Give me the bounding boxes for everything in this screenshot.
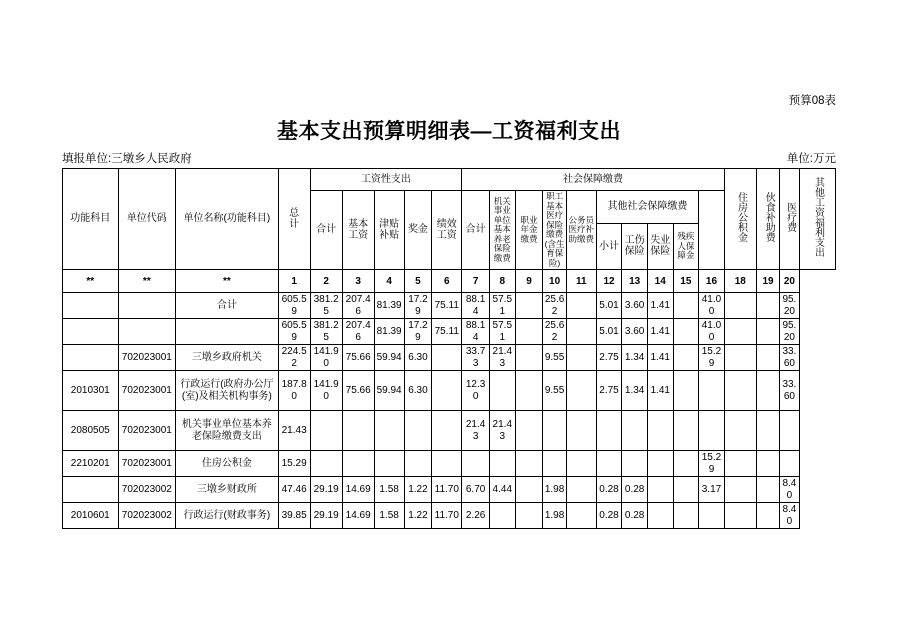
num-col-18: 18 [724, 270, 756, 293]
cell-salary-performance: 11.70 [432, 503, 462, 529]
cell-social-civil-medical [566, 293, 596, 319]
num-unit-code: ** [118, 270, 176, 293]
cell-other-salary: 95.20 [780, 319, 799, 345]
cell-social-medical: 25.62 [543, 319, 566, 345]
cell-social-pension [489, 451, 515, 477]
cell-other-subtotal: 2.75 [596, 371, 622, 411]
cell-unit-code: 702023001 [118, 451, 176, 477]
cell-salary-allowance [374, 411, 404, 451]
cell-salary-basic: 207.46 [342, 319, 374, 345]
currency-unit-label: 单位:万元 [786, 153, 836, 165]
num-col-16: 16 [699, 270, 725, 293]
num-col-4: 4 [374, 270, 404, 293]
num-col-15: 15 [673, 270, 699, 293]
cell-social-civil-medical [566, 503, 596, 529]
cell-other-disabled [673, 371, 699, 411]
th-salary-performance: 绩效工资 [432, 191, 462, 270]
cell-social-pension: 21.43 [489, 411, 515, 451]
cell-meal [724, 319, 756, 345]
cell-other-injury: 0.28 [622, 503, 648, 529]
cell-social-annuity [515, 293, 543, 319]
num-col-9: 9 [515, 270, 543, 293]
table-row [63, 451, 836, 477]
cell-function-code [63, 345, 119, 371]
reporting-unit-label: 填报单位:三墩乡人民政府 [62, 153, 192, 165]
table-row [63, 503, 836, 529]
cell-medical [756, 371, 779, 411]
cell-other-injury: 1.34 [622, 345, 648, 371]
cell-function-code [63, 293, 119, 319]
num-col-2: 2 [310, 270, 342, 293]
cell-social-pension: 57.51 [489, 319, 515, 345]
cell-housing: 15.29 [699, 345, 725, 371]
cell-unit-name: 行政运行(政府办公厅(室)及相关机构事务) [176, 371, 278, 411]
th-salary-allowance: 津贴补贴 [374, 191, 404, 270]
cell-salary-allowance: 59.94 [374, 345, 404, 371]
cell-salary-basic: 207.46 [342, 293, 374, 319]
th-salary-bonus: 奖金 [404, 191, 432, 270]
th-group-salary: 工资性支出 [310, 169, 462, 191]
cell-function-code [63, 319, 119, 345]
num-col-1: 1 [278, 270, 310, 293]
th-other-disabled-fund: 残疾人保障金 [673, 223, 699, 270]
cell-social-total: 6.70 [462, 477, 490, 503]
cell-social-annuity [515, 319, 543, 345]
cell-other-subtotal [596, 411, 622, 451]
cell-unit-code: 702023001 [118, 411, 176, 451]
cell-medical [756, 293, 779, 319]
cell-medical [756, 319, 779, 345]
table-row [63, 477, 836, 503]
cell-other-subtotal: 5.01 [596, 319, 622, 345]
cell-housing: 3.17 [699, 477, 725, 503]
cell-salary-basic: 14.69 [342, 477, 374, 503]
cell-social-annuity [515, 345, 543, 371]
cell-social-medical: 9.55 [543, 345, 566, 371]
cell-social-pension: 21.43 [489, 345, 515, 371]
cell-housing: 15.29 [699, 451, 725, 477]
num-col-7: 7 [462, 270, 490, 293]
cell-social-total: 33.73 [462, 345, 490, 371]
cell-social-medical: 25.62 [543, 293, 566, 319]
meta-row [62, 150, 836, 166]
cell-social-pension [489, 503, 515, 529]
cell-total: 605.59 [278, 293, 310, 319]
cell-other-disabled [673, 503, 699, 529]
cell-unit-code: 702023002 [118, 477, 176, 503]
cell-social-total: 12.30 [462, 371, 490, 411]
cell-salary-allowance: 59.94 [374, 371, 404, 411]
cell-total: 15.29 [278, 451, 310, 477]
cell-social-medical: 1.98 [543, 477, 566, 503]
cell-other-salary: 95.20 [780, 293, 799, 319]
cell-salary-bonus: 1.22 [404, 477, 432, 503]
cell-salary-performance [432, 345, 462, 371]
cell-total: 47.46 [278, 477, 310, 503]
cell-social-annuity [515, 371, 543, 411]
cell-salary-performance: 75.11 [432, 293, 462, 319]
th-group-social: 社会保障缴费 [462, 169, 725, 191]
cell-salary-total: 381.25 [310, 319, 342, 345]
cell-total: 224.52 [278, 345, 310, 371]
cell-salary-bonus: 17.29 [404, 319, 432, 345]
cell-social-pension: 4.44 [489, 477, 515, 503]
cell-medical [756, 477, 779, 503]
cell-housing [699, 371, 725, 411]
th-total: 总 计 [278, 169, 310, 270]
th-unit-code: 单位代码 [118, 169, 176, 270]
cell-other-subtotal [596, 451, 622, 477]
cell-medical [756, 411, 779, 451]
cell-salary-performance [432, 371, 462, 411]
cell-meal [724, 371, 756, 411]
cell-unit-name: 住房公积金 [176, 451, 278, 477]
th-social-annuity: 职业年金缴费 [515, 191, 543, 270]
num-col-10: 10 [543, 270, 566, 293]
cell-other-injury [622, 451, 648, 477]
cell-salary-basic [342, 411, 374, 451]
cell-total: 21.43 [278, 411, 310, 451]
cell-salary-total: 141.90 [310, 371, 342, 411]
cell-salary-basic [342, 451, 374, 477]
cell-salary-bonus [404, 411, 432, 451]
cell-social-annuity [515, 477, 543, 503]
th-group-other-social: 其他社会保障缴费 [596, 191, 698, 224]
cell-social-medical [543, 451, 566, 477]
th-function-code: 功能科目 [63, 169, 119, 270]
cell-other-injury: 0.28 [622, 477, 648, 503]
cell-total: 187.80 [278, 371, 310, 411]
cell-social-medical [543, 411, 566, 451]
cell-other-injury: 3.60 [622, 319, 648, 345]
cell-other-unemploy [647, 451, 673, 477]
cell-salary-allowance: 81.39 [374, 293, 404, 319]
cell-social-civil-medical [566, 477, 596, 503]
cell-salary-total: 29.19 [310, 477, 342, 503]
num-col-6: 6 [432, 270, 462, 293]
th-salary-total: 合计 [310, 191, 342, 270]
cell-other-unemploy [647, 503, 673, 529]
cell-unit-name: 三墩乡政府机关 [176, 345, 278, 371]
cell-social-annuity [515, 411, 543, 451]
cell-other-subtotal: 2.75 [596, 345, 622, 371]
cell-other-unemploy: 1.41 [647, 293, 673, 319]
th-social-civil-medical: 公务员医疗补助缴费 [566, 191, 596, 270]
cell-unit-code: 702023002 [118, 503, 176, 529]
cell-salary-total [310, 411, 342, 451]
th-meal-allowance: 伙食补助费 [756, 169, 779, 270]
num-col-8: 8 [489, 270, 515, 293]
cell-other-unemploy: 1.41 [647, 345, 673, 371]
cell-unit-code [118, 293, 176, 319]
num-col-3: 3 [342, 270, 374, 293]
cell-social-pension: 57.51 [489, 293, 515, 319]
cell-function-code: 2080505 [63, 411, 119, 451]
cell-other-injury: 1.34 [622, 371, 648, 411]
cell-unit-name [176, 319, 278, 345]
cell-other-disabled [673, 293, 699, 319]
cell-meal [724, 293, 756, 319]
table-row [63, 345, 836, 371]
cell-salary-bonus [404, 451, 432, 477]
cell-social-annuity [515, 451, 543, 477]
cell-medical [756, 503, 779, 529]
cell-medical [756, 345, 779, 371]
cell-salary-total [310, 451, 342, 477]
cell-unit-code: 702023001 [118, 345, 176, 371]
cell-meal [724, 503, 756, 529]
table-row [63, 371, 836, 411]
cell-other-disabled [673, 411, 699, 451]
cell-function-code: 2010601 [63, 503, 119, 529]
th-medical-fee: 医疗费 [780, 169, 799, 270]
cell-meal [724, 411, 756, 451]
cell-salary-bonus: 6.30 [404, 345, 432, 371]
cell-unit-code: 702023001 [118, 371, 176, 411]
num-col-5: 5 [404, 270, 432, 293]
cell-social-total [462, 451, 490, 477]
cell-total: 39.85 [278, 503, 310, 529]
th-social-pension: 机关事业单位基本养老保险缴费 [489, 191, 515, 270]
cell-meal [724, 451, 756, 477]
cell-salary-total: 381.25 [310, 293, 342, 319]
th-unit-name: 单位名称(功能科目) [176, 169, 278, 270]
th-social-total: 合计 [462, 191, 490, 270]
th-other-salary-benefit: 其他工资福利支出 [799, 169, 836, 270]
num-unit-name: ** [176, 270, 278, 293]
num-col-20: 20 [780, 270, 799, 293]
cell-other-subtotal: 0.28 [596, 477, 622, 503]
cell-other-salary: 8.40 [780, 503, 799, 529]
cell-social-total: 88.14 [462, 319, 490, 345]
num-col-19: 19 [756, 270, 779, 293]
cell-unit-name: 机关事业单位基本养老保险缴费支出 [176, 411, 278, 451]
column-number-row [63, 270, 836, 293]
cell-meal [724, 345, 756, 371]
cell-other-unemploy [647, 477, 673, 503]
cell-housing [699, 503, 725, 529]
cell-other-subtotal: 5.01 [596, 293, 622, 319]
cell-social-civil-medical [566, 371, 596, 411]
cell-unit-code [118, 319, 176, 345]
cell-salary-allowance [374, 451, 404, 477]
cell-total: 605.59 [278, 319, 310, 345]
page-title: 基本支出预算明细表—工资福利支出 [277, 120, 621, 143]
table-row [63, 411, 836, 451]
cell-other-subtotal: 0.28 [596, 503, 622, 529]
cell-social-total: 88.14 [462, 293, 490, 319]
cell-other-salary: 8.40 [780, 477, 799, 503]
table-row [63, 293, 836, 319]
cell-medical [756, 451, 779, 477]
cell-salary-bonus: 1.22 [404, 503, 432, 529]
th-other-unemployment: 失业保险 [647, 223, 673, 270]
cell-social-annuity [515, 503, 543, 529]
cell-unit-name: 合计 [176, 293, 278, 319]
cell-other-unemploy: 1.41 [647, 371, 673, 411]
cell-other-salary: 33.60 [780, 371, 799, 411]
cell-meal [724, 477, 756, 503]
cell-salary-total: 141.90 [310, 345, 342, 371]
th-other-injury: 工伤保险 [622, 223, 648, 270]
num-function: ** [63, 270, 119, 293]
cell-other-disabled [673, 345, 699, 371]
cell-social-pension [489, 371, 515, 411]
cell-unit-name: 行政运行(财政事务) [176, 503, 278, 529]
cell-function-code: 2010301 [63, 371, 119, 411]
th-salary-basic: 基本工资 [342, 191, 374, 270]
cell-function-code [63, 477, 119, 503]
cell-salary-allowance: 1.58 [374, 503, 404, 529]
cell-salary-allowance: 81.39 [374, 319, 404, 345]
cell-salary-bonus: 17.29 [404, 293, 432, 319]
cell-salary-performance [432, 411, 462, 451]
cell-social-civil-medical [566, 411, 596, 451]
cell-social-total: 21.43 [462, 411, 490, 451]
cell-salary-bonus: 6.30 [404, 371, 432, 411]
th-housing-fund: 住房公积金 [724, 169, 756, 270]
cell-salary-performance: 75.11 [432, 319, 462, 345]
budget-table [62, 168, 836, 529]
cell-salary-basic: 14.69 [342, 503, 374, 529]
table-row [63, 319, 836, 345]
cell-social-medical: 1.98 [543, 503, 566, 529]
cell-other-injury [622, 411, 648, 451]
th-social-medical: 职工基本医疗保险缴费(含生育保险) [543, 191, 566, 270]
cell-other-disabled [673, 319, 699, 345]
cell-salary-performance: 11.70 [432, 477, 462, 503]
cell-housing [699, 411, 725, 451]
cell-other-salary [780, 451, 799, 477]
num-col-14: 14 [647, 270, 673, 293]
cell-housing: 41.00 [699, 319, 725, 345]
cell-other-salary: 33.60 [780, 345, 799, 371]
cell-other-disabled [673, 477, 699, 503]
cell-social-medical: 9.55 [543, 371, 566, 411]
form-code: 预算08表 [788, 95, 836, 107]
num-col-13: 13 [622, 270, 648, 293]
cell-function-code: 2210201 [63, 451, 119, 477]
num-col-12: 12 [596, 270, 622, 293]
table-body [63, 270, 836, 529]
cell-unit-name: 三墩乡财政所 [176, 477, 278, 503]
th-other-subtotal: 小计 [596, 223, 622, 270]
cell-other-unemploy: 1.41 [647, 319, 673, 345]
cell-salary-basic: 75.66 [342, 345, 374, 371]
cell-salary-total: 29.19 [310, 503, 342, 529]
cell-social-civil-medical [566, 319, 596, 345]
cell-other-injury: 3.60 [622, 293, 648, 319]
cell-salary-basic: 75.66 [342, 371, 374, 411]
cell-housing: 41.00 [699, 293, 725, 319]
cell-other-salary [780, 411, 799, 451]
cell-salary-allowance: 1.58 [374, 477, 404, 503]
cell-social-civil-medical [566, 345, 596, 371]
cell-social-total: 2.26 [462, 503, 490, 529]
cell-other-disabled [673, 451, 699, 477]
cell-other-unemploy [647, 411, 673, 451]
num-col-11: 11 [566, 270, 596, 293]
cell-salary-performance [432, 451, 462, 477]
cell-social-civil-medical [566, 451, 596, 477]
